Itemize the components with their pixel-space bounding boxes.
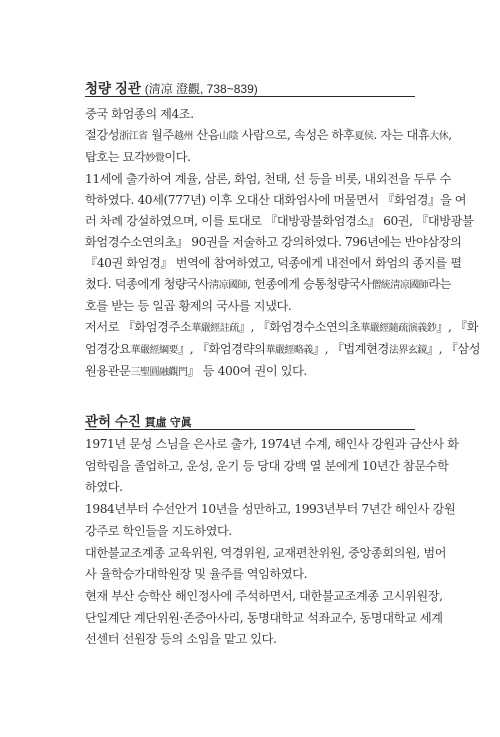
hanja-gloss: 大休 (429, 131, 449, 142)
text-run: 』, 『법계현경 (312, 342, 389, 356)
text-run: 쳤다. 덕종에게 청량국사 (85, 277, 210, 291)
text-run: 』, 『삼성 (426, 342, 481, 356)
text-run: 하였다. (85, 480, 123, 495)
text-run: 러 차례 강설하였으며, 이를 토대로 『대방광불화엄경소』 60권, 『대방광불 (85, 214, 474, 228)
text-run: 학하였다. 40세(777년) 이후 오대산 대화엄사에 머물면서 『화엄경』을 여 (85, 193, 467, 207)
text-line (85, 253, 462, 274)
text-run: 11세에 출가하여 계율, 삼론, 화엄, 천태, 선 등을 비롯, 내외전을 두루 수 (85, 172, 451, 186)
hanja-gloss: 華嚴經註疏 (191, 323, 239, 334)
text-run: 『40권 화엄경』 번역에 참여하였고, 덕종에게 내전에서 화엄의 종지를 펼 (85, 256, 462, 270)
text-run: 1971년 문성 스님을 은사로 출가, 1974년 수계, 해인사 강원과 금산사 화 (85, 437, 459, 451)
text-run: , (448, 128, 452, 142)
text-run: 대한불교조계종 교육위원, 역경위원, 교재편찬위원, 중앙종회의원, 범어 (85, 545, 447, 560)
text-line (85, 317, 479, 339)
text-line (85, 147, 421, 169)
text-run: 원융관문 (85, 364, 131, 378)
text-line (85, 477, 421, 499)
section-title (85, 77, 258, 97)
text-line (85, 608, 443, 630)
title-underline (85, 429, 415, 430)
text-line (85, 339, 481, 361)
title-korean: 관허 수진 (85, 414, 141, 429)
text-line (85, 521, 421, 543)
text-run: 단일계단 계단위원·존증아사리, 동명대학교 석좌교수, 동명대학교 세계 (85, 610, 443, 625)
text-line (85, 190, 467, 211)
text-line (85, 361, 421, 383)
title-hanja-dates: (淸凉 澄觀, 738~839) (144, 82, 258, 96)
text-line (85, 543, 447, 565)
text-run: 화엄경수소연의초』 90권을 저술하고 강의하였다. 796년에는 반야삼장의 (85, 235, 462, 249)
text-run: 엄경강요 (85, 342, 131, 356)
title-korean: 청량 징관 (85, 81, 141, 96)
text-run: 』 등 400여 권이 있다. (187, 364, 307, 378)
text-line (85, 499, 456, 521)
text-line (85, 125, 452, 147)
text-run: 』, 『화엄경략의 (178, 342, 266, 356)
text-run: 1984년부터 수선안거 10년을 성만하고, 1993년부터 7년간 해인사 강원 (85, 502, 456, 517)
text-run: 산음 (192, 128, 220, 142)
hanja-gloss: 夏侯 (354, 131, 374, 142)
text-line (85, 564, 421, 586)
hanja-gloss: 法界玄鏡 (388, 345, 427, 356)
text-run: 라는 (428, 277, 452, 291)
text-run: , 헌종에게 승통청량국사 (247, 277, 372, 291)
text-line (85, 434, 459, 456)
text-run: 저서로 『화엄경주소 (85, 320, 192, 334)
text-run: 』, 『화 (436, 320, 479, 334)
text-run: 탑호는 묘각 (85, 150, 146, 164)
text-line (85, 274, 452, 296)
hanja-gloss: 越州 (173, 131, 193, 142)
text-run: 사 율학승가대학원장 및 율주를 역임하였다. (85, 567, 308, 582)
text-line (85, 296, 421, 317)
text-line (85, 211, 474, 232)
section-body (85, 434, 459, 651)
text-run: 월주 (147, 128, 174, 142)
hanja-gloss: 華嚴經綱要 (130, 345, 178, 356)
text-run: . 자는 대휴 (373, 128, 430, 142)
text-run: 강주로 학인들을 지도하였다. (85, 523, 232, 538)
text-run: 절강성 (85, 128, 120, 142)
section-title (85, 410, 192, 430)
title-underline (85, 96, 415, 97)
text-run: 중국 화엄종의 제4조. (85, 107, 194, 121)
hanja-gloss: 妙覺 (145, 153, 165, 164)
hanja-gloss: 華嚴經隨疏演義鈔 (360, 323, 437, 334)
hanja-gloss: 淸凉國師 (209, 280, 248, 291)
hanja-gloss: 華嚴經略義 (265, 345, 313, 356)
hanja-gloss: 浙江省 (119, 131, 148, 142)
text-line (85, 629, 421, 651)
text-run: 』, 『화엄경수소연의초 (238, 320, 361, 334)
title-hanja: 貫虛 守眞 (144, 417, 192, 429)
text-run: 현재 부산 승학산 해인정사에 주석하면서, 대한불교조계종 고시위원장, (85, 588, 443, 603)
hanja-gloss: 山陰 (219, 131, 239, 142)
text-line (85, 456, 449, 478)
text-run: 엄학림을 졸업하고, 운성, 운기 등 당대 강백 열 분에게 10년간 참문수학 (85, 458, 449, 473)
text-line (85, 586, 443, 608)
section-body (85, 104, 481, 383)
text-line (85, 232, 462, 253)
text-run: 이다. (164, 150, 191, 164)
text-run: 사람으로, 속성은 하후 (238, 128, 355, 142)
text-run: 선센터 선원장 등의 소임을 맡고 있다. (85, 632, 277, 647)
text-line (85, 169, 451, 190)
text-run: 호를 받는 등 일곱 황제의 국사를 지냈다. (85, 299, 292, 313)
text-line (85, 104, 421, 125)
hanja-gloss: 僧統淸凉國師 (371, 280, 429, 291)
hanja-gloss: 三聖圓融觀門 (130, 367, 188, 378)
